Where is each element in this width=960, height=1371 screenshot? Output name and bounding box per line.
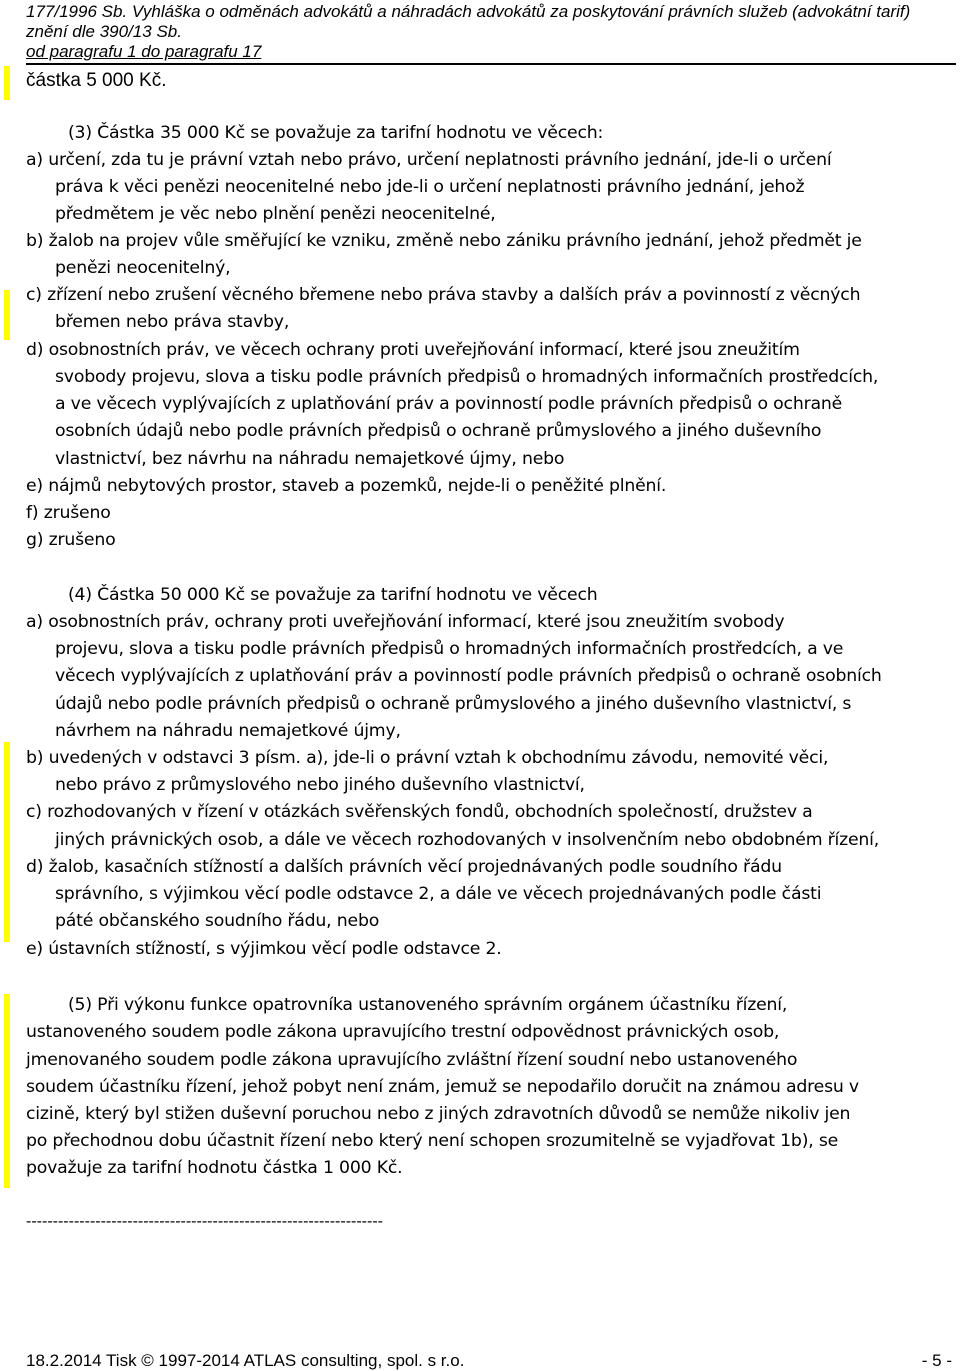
header-rule	[26, 63, 956, 65]
p3-line: g) zrušeno	[26, 530, 116, 550]
p3-line: břemen nebo práva stavby,	[55, 312, 290, 332]
p3-line: b) žalob na projev vůle směřující ke vzniku, změně nebo zániku právního jednání, jehož předmět je	[26, 231, 862, 251]
p5-line: cizině, který byl stižen duševní poruchou nebo z jiných zdravotních důvodů se nemůže nikoliv jen	[26, 1104, 851, 1124]
p3-line: vlastnictví, bez návrhu na náhradu nemajetkové újmy, nebo	[55, 449, 565, 469]
p5-line: považuje za tarifní hodnotu částka 1 000 Kč.	[26, 1158, 403, 1178]
p4-line: jiných právnických osob, a dále ve věcech rozhodovaných v insolvenčním nebo obdobném řízení,	[55, 830, 880, 850]
p4-line: projevu, slova a tisku podle právních předpisů o hromadných informačních prostředcích, a ve	[55, 639, 844, 659]
p4-line: nebo právo z průmyslového nebo jiného duševního vlastnictví,	[55, 775, 585, 795]
p3-line: osobních údajů nebo podle právních předpisů o ochraně průmyslového a jiného duševního	[55, 421, 822, 441]
p4-line: páté občanského soudního řádu, nebo	[55, 911, 380, 931]
p4-line: a) osobnostních práv, ochrany proti uveřejňování informací, které jsou zneužitím svobody	[26, 612, 785, 632]
p3-line: e) nájmů nebytových prostor, staveb a pozemků, nejde-li o peněžité plnění.	[26, 476, 667, 496]
p3-line: f) zrušeno	[26, 503, 111, 523]
p4-line: návrhem na náhradu nemajetkové újmy,	[55, 721, 401, 741]
p3-line: předmětem je věc nebo plnění penězi neocenitelné,	[55, 204, 496, 224]
p4-line: b) uvedených v odstavci 3 písm. a), jde-li o právní vztah k obchodnímu závodu, nemovité věci,	[26, 748, 829, 768]
footer-copyright: 18.2.2014 Tisk © 1997-2014 ATLAS consulting, spol. s r.o.	[26, 1351, 465, 1370]
p3-line: svobody projevu, slova a tisku podle právních předpisů o hromadných informačních prostředcích,	[55, 367, 879, 387]
p3-line: práva k věci penězi neocenitelné nebo jde-li o určení neplatnosti právního jednání, jehož	[55, 177, 805, 197]
p4-line: údajů nebo podle právních předpisů o ochraně průmyslového a jiného duševního vlastnictví, s	[55, 694, 852, 714]
p3-line: a ve věcech vyplývajících z uplatňování práv a povinností podle právních předpisů o ochraně	[55, 394, 843, 414]
change-bar	[4, 290, 10, 340]
header-title: 177/1996 Sb. Vyhláška o odměnách advokátů a náhradách advokátů za poskytování právních služeb (advokátní tarif)	[26, 2, 911, 21]
p4-line: d) žalob, kasačních stížností a dalších právních věcí projednávaných podle soudního řádu	[26, 857, 782, 877]
header-range: od paragrafu 1 do paragrafu 17	[26, 42, 262, 61]
p4-line: věcech vyplývajících z uplatňování práv a povinností podle právních předpisů o ochraně osobních	[55, 666, 882, 686]
p4-line: c) rozhodovaných v řízení v otázkách svěřenských fondů, obchodních společností, družstev a	[26, 802, 813, 822]
p5-line: po přechodnou dobu účastnit řízení nebo který není schopen srozumitelně se vyjadřovat 1b), se	[26, 1131, 839, 1151]
p3-line: d) osobnostních práv, ve věcech ochrany proti uveřejňování informací, které jsou zneužitím	[26, 340, 800, 360]
p3-line: penězi neocenitelný,	[55, 258, 231, 278]
header-amendment: znění dle 390/13 Sb.	[26, 22, 182, 41]
p5-line: jmenovaného soudem podle zákona upravujícího zvláštní řízení soudní nebo ustanoveného	[26, 1050, 798, 1070]
change-bar	[4, 66, 10, 100]
p3-line: a) určení, zda tu je právní vztah nebo právo, určení neplatnosti právního jednání, jde-li o určení	[26, 150, 832, 170]
p4-line: (4) Částka 50 000 Kč se považuje za tarifní hodnotu ve věcech	[68, 585, 598, 605]
p5-line: ustanoveného soudem podle zákona upravujícího trestní odpovědnost právnických osob,	[26, 1022, 780, 1042]
change-bar	[4, 742, 10, 942]
p5-line: soudem účastníku řízení, jehož pobyt není znám, jemuž se nepodařilo doručit na známou adresu v	[26, 1077, 859, 1097]
footer-page-number: - 5 -	[921, 1351, 952, 1370]
p4-line: správního, s výjimkou věcí podle odstavce 2, a dále ve věcech projednávaných podle části	[55, 884, 822, 904]
separator-line: -------------------------------------------------------------------	[26, 1213, 383, 1230]
top-line: částka 5 000 Kč.	[26, 70, 167, 91]
change-bar	[4, 994, 10, 1188]
p3-line: c) zřízení nebo zrušení věcného břemene nebo práva stavby a dalších práv a povinností z věcných	[26, 285, 861, 305]
p5-line: (5) Při výkonu funkce opatrovníka ustanoveného správním orgánem účastníku řízení,	[68, 995, 788, 1015]
p3-line: (3) Částka 35 000 Kč se považuje za tarifní hodnotu ve věcech:	[68, 123, 604, 143]
p4-line: e) ústavních stížností, s výjimkou věcí podle odstavce 2.	[26, 939, 502, 959]
